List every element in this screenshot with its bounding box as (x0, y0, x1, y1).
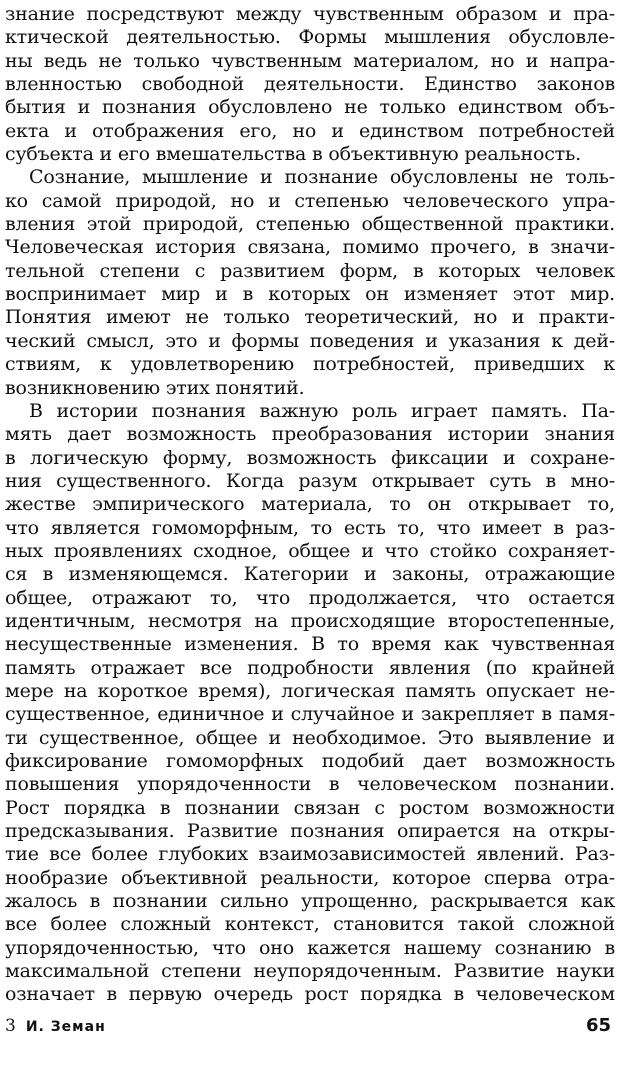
text-line: жестве эмпирического материала, то он открывает то, (5, 493, 615, 516)
body-text (5, 3, 615, 1007)
text-line: означает в первую очередь рост порядка в человеческом (5, 983, 615, 1006)
text-line: жалось в познании сильно упрощенно, раскрывается как (5, 890, 615, 913)
page-number: 65 (585, 1015, 611, 1036)
text-line: ния существенного. Когда разум открывает суть в мно- (5, 469, 615, 492)
text-line: ствиям, к удовлетворению потребностей, приведших к (5, 353, 615, 376)
text-line: идентичным, несмотря на происходящие второстепенные, (5, 609, 615, 632)
signature-author: И. Земан (25, 1019, 106, 1035)
text-line: ся в изменяющемся. Категории и законы, отражающие (5, 563, 615, 586)
text-line: ных проявлениях сходное, общее и что стойко сохраняет- (5, 539, 615, 562)
signature-mark (5, 1014, 106, 1039)
text-line: предсказывания. Развитие познания опирается на откры- (5, 820, 615, 843)
page-footer (5, 1014, 615, 1038)
text-line: ны ведь не только чувственным материалом, но и напра- (5, 49, 615, 72)
text-line: Сознание, мышление и познание обусловлены не толь- (29, 166, 615, 189)
text-line: фиксирование гомоморфных подобий дает возможность (5, 750, 615, 772)
text-line: вленностью свободной деятельности. Единство законов (5, 73, 615, 96)
text-line: мере на короткое время), логическая память опускает не- (5, 679, 615, 702)
text-line: ческий смысл, это и формы поведения и указания к дей- (5, 329, 615, 352)
text-line: ко самой природой, но и степенью человеческого упра- (5, 189, 615, 212)
text-line: тельной степени с развитием форм, в которых человек (5, 259, 615, 282)
text-line: возникновению этих понятий. (5, 376, 305, 399)
text-line: вления этой природой, степенью общественной практики. (5, 213, 615, 236)
text-line: нообразие объективной реальности, которое сперва отра- (5, 866, 615, 889)
signature-number: 3 (5, 1016, 16, 1036)
text-line: память отражает все подробности явления (по крайней (5, 656, 615, 679)
text-line: воспринимает мир и в которых он изменяет этот мир. (5, 283, 615, 306)
text-line: Рост порядка в познании связан с ростом возможности (5, 796, 615, 819)
text-line: ктической деятельностью. Формы мышления обусловле- (5, 26, 615, 49)
text-line: максимальной степени неупорядоченным. Развитие науки (5, 960, 615, 983)
text-line: в логическую форму, возможность фиксации и сохране- (5, 446, 615, 469)
text-line: упорядоченностью, что оно кажется нашему сознанию в (5, 936, 615, 959)
book-page (5, 0, 615, 1067)
text-line: субъекта и его вмешательства в объективную реальность. (5, 143, 581, 166)
text-line: повышения упорядоченности в человеческом познании. (5, 773, 615, 796)
text-line: Человеческая история связана, помимо прочего, в значи- (5, 236, 615, 259)
text-line: бытия и познания обусловлено не только единством объ- (5, 96, 615, 119)
text-line: екта и отображения его, но и единством потребностей (5, 119, 615, 142)
text-line: общее, отражают то, что продолжается, что остается (5, 586, 615, 609)
text-line: что является гомоморфным, то есть то, что имеет в раз- (5, 516, 615, 539)
text-line: несущественные изменения. В то время как чувственная (5, 633, 615, 656)
text-line: знание посредствуют между чувственным образом и пра- (5, 3, 615, 25)
text-line: все более сложный контекст, становится такой сложной (5, 913, 615, 936)
text-line: ти существенное, общее и необходимое. Это выявление и (5, 726, 615, 749)
text-line: В истории познания важную роль играет память. Па- (29, 399, 615, 422)
text-line: мять дает возможность преобразования истории знания (5, 423, 615, 446)
text-line: Понятия имеют не только теоретический, но и практи- (5, 306, 615, 329)
text-line: существенное, единичное и случайное и закрепляет в памя- (5, 703, 615, 726)
text-line: тие все более глубоких взаимозависимостей явлений. Раз- (5, 843, 615, 866)
